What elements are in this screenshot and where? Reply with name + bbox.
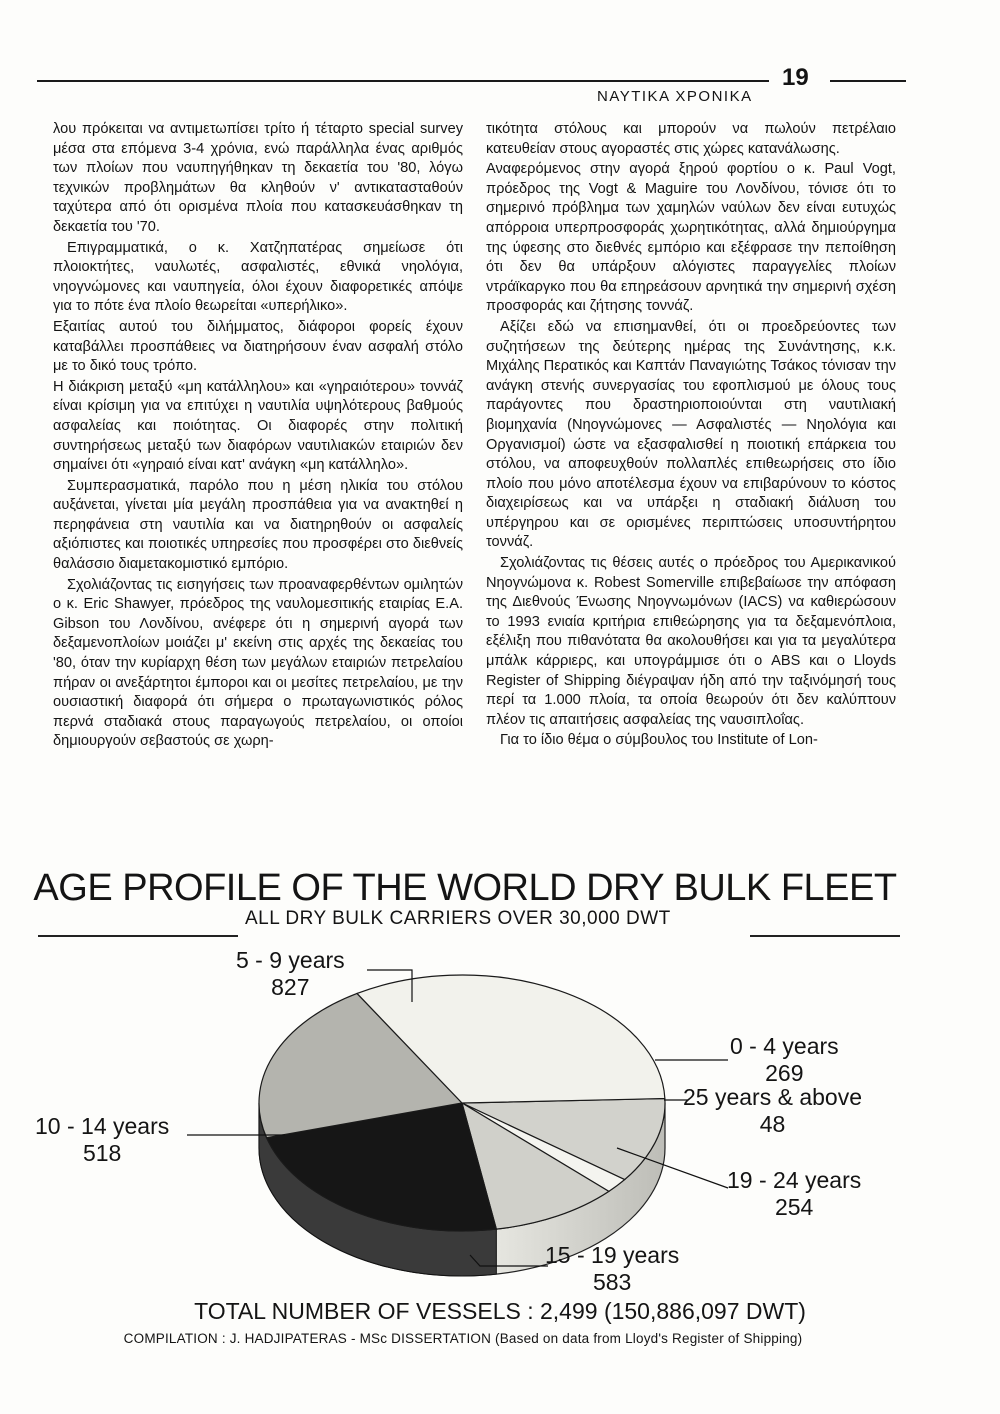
- slice-value: 48: [759, 1111, 786, 1137]
- paragraph: λου πρόκειται να αντιμετωπίσει τρίτο ή τέταρτο special survey μέσα στα επόμενα 3-4 χρόνια, ενώ παράλληλα ένας αριθμός των πλοίων που ναυπηγήθηκαν τη δεκαετία του '80, λόγω τεχνικών προβλημάτων θα κληθούν ν' αντικατασταθούν ταχύτερα από ότι ορισμένα πλοία που κατασκευάσθηκαν τη δεκαετία του '70.: [53, 121, 463, 235]
- slice-value: 827: [271, 974, 310, 1000]
- slice-value: 269: [765, 1060, 804, 1086]
- paragraph: Για το ίδιο θέμα ο σύμβουλος του Institute of Lon-: [500, 732, 818, 749]
- slice-label: 15 - 19 years: [545, 1242, 680, 1268]
- slice-value: 254: [774, 1194, 814, 1220]
- label-0-4-years: [730, 1033, 839, 1087]
- label-5-9-years: [236, 947, 345, 1001]
- slice-value: 518: [82, 1140, 122, 1166]
- slice-label: 10 - 14 years: [35, 1113, 170, 1139]
- label-10-14-years: [35, 1113, 169, 1167]
- paragraph: τικότητα στόλους και μπορούν να πωλούν πετρέλαιο κατευθείαν στους αγοραστές στις χώρες κατανάλωσης.: [486, 121, 896, 157]
- chart-title: AGE PROFILE OF THE WORLD DRY BULK FLEET: [33, 867, 897, 909]
- slice-label: 19 - 24 years: [727, 1167, 862, 1193]
- page-number: 19: [782, 64, 809, 91]
- paragraph: Εξαιτίας αυτού του διλήμματος, διάφοροι φορείς έχουν καταβάλλει προσπάθειες να διατηρήσουν έναν ασφαλή στόλο με το δικό τους τρόπο.: [53, 318, 463, 375]
- paragraph: Επιγραμματικά, ο κ. Χατζηπατέρας σημείωσε ότι πλοιοκτήτες, ναυλωτές, ασφαλιστές, εθνικά νηολόγια, νηογνώμονες και ναυπηγεία, όλοι έχουν διαφορετικές απόψε για το πότε ένα πλοίο θεωρείται «υπερήλικο».: [53, 239, 463, 315]
- slice-label: 0 - 4 years: [730, 1033, 839, 1059]
- slice-value: 583: [592, 1269, 632, 1295]
- slice-label: 25 years & above: [683, 1084, 863, 1110]
- slice-label: 5 - 9 years: [236, 947, 345, 973]
- paragraph: Αξίζει εδώ να επισημανθεί, ότι οι προεδρεύοντες των συζητήσεων της δεύτερης ημέρας της Συνάντησης, κ.κ. Μιχάλης Περατικός και Καπτάν Παναγιώτης Τσάκος τόνισαν την ανάγκη στενής συνεργασίας του εφοπλισμού με όλους τους παράγοντες που δραστηριοποιούνται στη ναυτιλιακή βιομηχανία (Νηογνώμονες — Ασφαλιστές — Νηολόγια και Οργανισμοί) ώστε να εξασφαλισθεί η ποιοτική επάρκεια του στόλου, να αποφευχθούν πολλαπλές επιθεωρήσεις στο ίδιο πλοίο που μόνο αποτέλεσμα έχουν να επιβαρύνουν το κόστος διαχειρίσεως και να υπάρξει η σταδιακή διάλυση του υπέργηρου και σε ορισμένες περιπτώσεις υποσυντήρητου τοννάζ.: [486, 318, 896, 551]
- paragraph: Αναφερόμενος στην αγορά ξηρού φορτίου ο κ. Paul Vogt, πρόεδρος της Vogt & Maguire του Λονδίνου, τόνισε ότι το σημερινό πρόβλημα των χαμηλών ναύλων δεν είναι ευτυχώς απόρροια υπερπροσφοράς χωρητικότητας, αλλά δημιούργημα της ύφεσης στο διεθνές εμπόριο και εξέφρασε την πεποίθηση ότι δεν θα υπάρξουν αλόγιστες παραγγελίες πλοίων ντράϊκαργκο που θα επηρεάσουν αρνητικά την σημερινή σχέση προσφοράς και ζήτησης τοννάζ.: [486, 161, 896, 315]
- label-25-years-above: [683, 1084, 862, 1138]
- compilation-source: COMPILATION : J. HADJIPATERAS - MSc DISSERTATION (Based on data from Lloyd's Register of Shipping): [123, 1331, 803, 1346]
- label-15-19-years: [545, 1242, 679, 1296]
- magazine-title: ΝΑΥΤΙΚΑ ΧΡΟΝΙΚΑ: [597, 88, 753, 105]
- chart-subtitle: ALL DRY BULK CARRIERS OVER 30,000 DWT: [245, 908, 671, 929]
- paragraph: Η διάκριση μεταξύ «μη κατάλληλου» και «γηραιότερου» τοννάζ είναι κρίσιμη για να επιτύχει η ναυτιλία υψηλότερους βαθμούς ασφαλείας και ποιότητας. Οι διαφορές στην πολιτική συντηρήσεως μεταξύ των διαφόρων ναυτιλιακών εταιριών δεν σημαίνει ότι «γηραιό είναι κατ' ανάγκη «μη κατάλληλο».: [53, 378, 463, 474]
- label-19-24-years: [727, 1167, 861, 1221]
- total-vessels: TOTAL NUMBER OF VESSELS : 2,499 (150,886,097 DWT): [194, 1298, 806, 1324]
- paragraph: Σχολιάζοντας τις εισηγήσεις των προαναφερθέντων ομιλητών ο κ. Eric Shawyer, πρόεδρος της ναυλομεσιτικής εταιρίας E.A. Gibson του Λονδίνου, ανέφερε ότι η σημερινή αγορά των δεξαμενοπλοίων μοιάζει μ' εκείνη στις αρχές της δεκαείας του '80, όταν την κυρίαρχη θέση των μεγάλων εταιριών πετρελαίου πήραν οι ανεξάρτητοι έμποροι και οι μεσίτες πετρελαίου, με την ουσιαστική διαφορά ότι σήμερα ο πρωταγωνιστικός ρόλος περνά σταδιακά στους παραγωγούς πετρελαίου, οι οποίοι δημιουργούν σεβαστούς σε χωρη-: [53, 576, 463, 750]
- paragraph: Σχολιάζοντας τις θέσεις αυτές ο πρόεδρος του Αμερικανικού Νηογνώμονα κ. Robest Somerville επιβεβαίωσε την απόφαση της Διεθνούς Ένωσης Νηογνωμόνων (IACS) να καθιερώσουν το 1993 ενιαία κριτήρια επιθεώρησης για τα δεξαμενόπλοια, εξέλιξη που πιθανότατα θα ακολουθήσει και για τα μεγαλύτερα μπάλκ κάρριερς, και υπογράμμισε ότι ο ABS και ο Lloyds Register of Shipping διέγραψαν ήδη από την ταξινόμησή τους περί τα 1.000 πλοία, τα οποία θεωρούν ότι δεν καλύπτουν πλέον τις απαιτήσεις ασφαλείας της ναυσιπλοΐας.: [486, 555, 896, 728]
- paragraph: Συμπερασματικά, παρόλο που η μέση ηλικία του στόλου αυξάνεται, γίνεται μία μεγάλη προσπάθεια για να ανακτηθεί η περηφάνεια στη ναυτιλία και να διατηρηθούν οι ασφαλείς αξιόπιστες και ποιοτικές υπηρεσίες που προσφέρει στο διεθνείς θαλάσσιο διαμετακομιστικό εμπόριο.: [53, 477, 463, 573]
